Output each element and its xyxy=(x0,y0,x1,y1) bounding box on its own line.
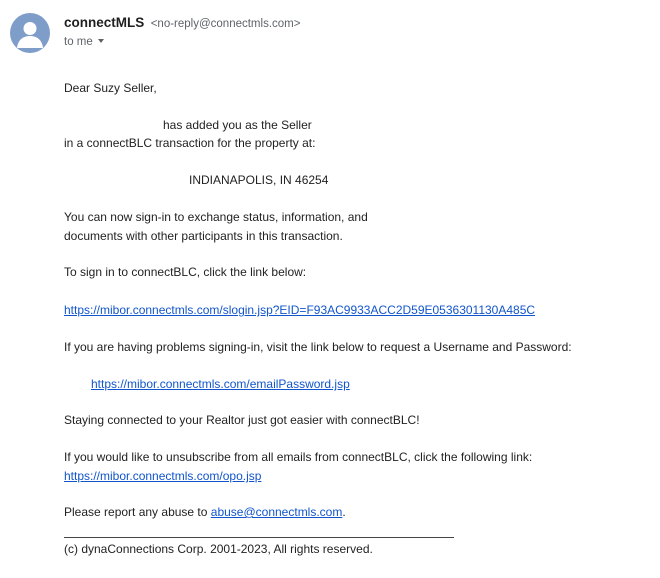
signin-line-1: You can now sign-in to exchange status, information, and xyxy=(64,210,368,224)
sender-avatar-icon xyxy=(10,13,50,53)
problems-text: If you are having problems signing-in, visit the link below to request a Username and Password: xyxy=(64,340,572,354)
added-line-1: has added you as the Seller xyxy=(163,118,312,132)
abuse-prefix: Please report any abuse to xyxy=(64,505,208,519)
greeting: Dear Suzy Seller, xyxy=(64,81,157,95)
sender-info xyxy=(64,14,300,32)
recipient-details-toggle[interactable] xyxy=(64,36,104,48)
signin-instruction: To sign in to connectBLC, click the link below: xyxy=(64,265,307,279)
unsubscribe-text: If you would like to unsubscribe from all emails from connectBLC, click the following link: xyxy=(64,450,533,464)
unsubscribe-link[interactable]: https://mibor.connectmls.com/opo.jsp xyxy=(64,469,262,483)
property-address: INDIANAPOLIS, IN 46254 xyxy=(189,173,329,187)
sender-email: <no-reply@connectmls.com> xyxy=(150,18,301,30)
abuse-report-line xyxy=(64,505,346,519)
copyright: (c) dynaConnections Corp. 2001-2023, All rights reserved. xyxy=(64,542,373,556)
staying-connected-text: Staying connected to your Realtor just got easier with connectBLC! xyxy=(64,413,420,427)
password-link[interactable]: https://mibor.connectmls.com/emailPassword.jsp xyxy=(91,377,350,391)
recipient-label: to me xyxy=(64,36,93,48)
signin-link[interactable]: https://mibor.connectmls.com/slogin.jsp?EID=F93AC9933ACC2D59E0536301130A485C xyxy=(64,303,536,317)
added-line-2: in a connectBLC transaction for the property at: xyxy=(64,136,316,150)
signin-line-2: documents with other participants in this transaction. xyxy=(64,229,343,243)
abuse-email-link[interactable]: abuse@connectmls.com xyxy=(210,505,343,519)
sender-name[interactable]: connectMLS xyxy=(64,15,145,30)
footer-divider xyxy=(64,537,454,538)
abuse-suffix: . xyxy=(342,505,346,519)
chevron-down-icon[interactable] xyxy=(98,39,104,43)
